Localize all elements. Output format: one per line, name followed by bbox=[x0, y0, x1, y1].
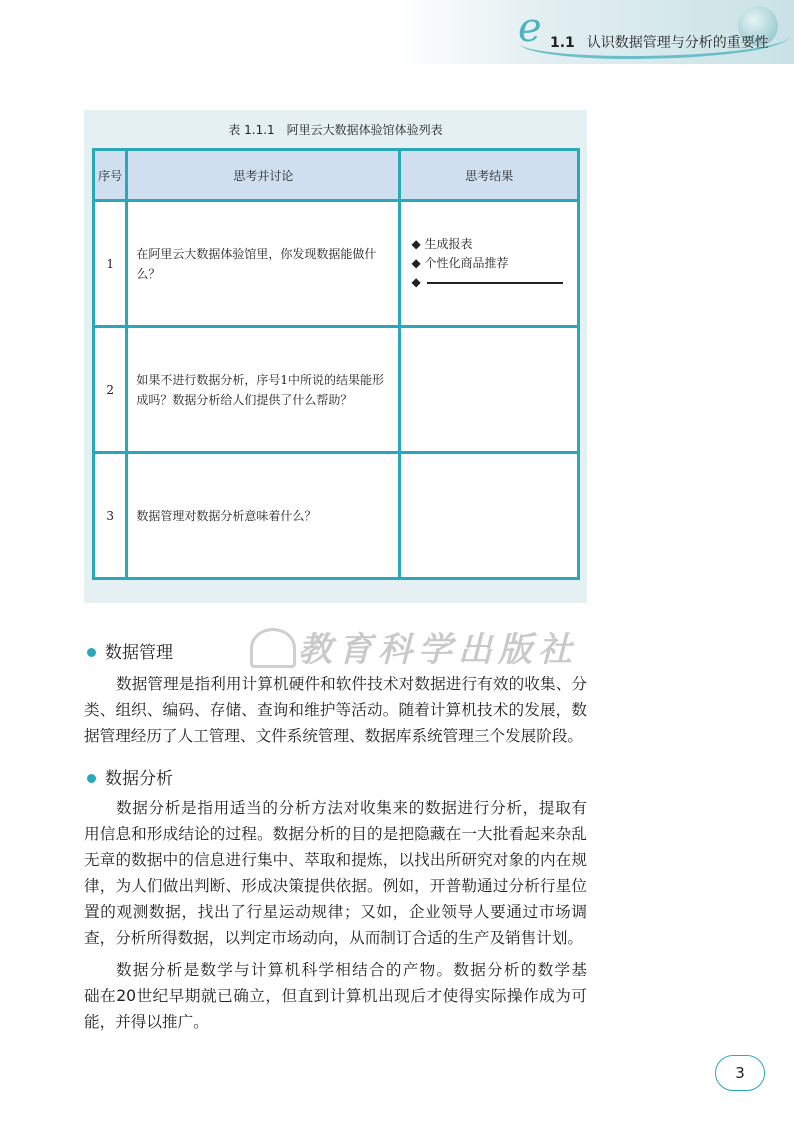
running-header bbox=[550, 32, 769, 52]
table-caption: 表 1.1.1 阿里云大数据体验馆体验列表 bbox=[228, 123, 443, 137]
result-cell bbox=[400, 201, 579, 327]
bullet-dot-icon bbox=[87, 648, 96, 657]
paragraph: 数据分析是指用适当的分析方法对收集来的数据进行分析，提取有 用信息和形成结论的过程。数据分析的目的是把隐藏在一大批看起来杂乱 无章的数据中的信息进行集中、萃取和提炼，以找出所研究对象的内在规 律，为人们做出判断、形成决策提供依据。例如，开普勒通过分析行星位 置的观测数据，找出了行星运动规律；又如，企业领导人要通过市场调 查，分析所得数据，以判定市场动向，从而制订合适的生产及销售计划。 bbox=[84, 799, 587, 947]
question-cell: 在阿里云大数据体验馆里，你发现数据能做什么？ bbox=[127, 201, 400, 327]
table-header-row bbox=[94, 150, 579, 201]
section-title: 认识数据管理与分析的重要性 bbox=[586, 35, 769, 51]
result-cell bbox=[400, 453, 579, 579]
paragraph: 数据分析是数学与计算机科学相结合的产物。数据分析的数学基 础在20世纪早期就已确立，但直到计算机出现后才使得实际操作成为可 能，并得以推广。 bbox=[84, 961, 587, 1031]
table-row bbox=[94, 201, 579, 327]
section-heading: 数据管理 bbox=[84, 638, 173, 663]
column-header: 思考并讨论 bbox=[127, 150, 400, 201]
section-heading: 数据分析 bbox=[84, 764, 173, 789]
question-cell: 数据管理对数据分析意味着什么？ bbox=[127, 453, 400, 579]
publisher-logo-icon bbox=[250, 628, 296, 668]
section-number: 1.1 bbox=[550, 35, 575, 51]
e-logo-icon: e bbox=[518, 5, 542, 51]
page-number: 3 bbox=[715, 1055, 765, 1091]
experience-table bbox=[92, 148, 580, 580]
diamond-bullet-icon: ◆ bbox=[411, 256, 421, 270]
result-item: ◆ 个性化商品推荐 bbox=[411, 256, 509, 270]
bullet-dot-icon bbox=[87, 774, 96, 783]
result-cell bbox=[400, 327, 579, 453]
diamond-bullet-icon: ◆ bbox=[411, 275, 421, 289]
paragraph: 数据管理是指利用计算机硬件和软件技术对数据进行有效的收集、分 类、组织、编码、存储、查询和维护等活动。随着计算机技术的发展，数 据管理经历了人工管理、文件系统管理、数据库系统管理三个发展阶段。 bbox=[84, 675, 587, 745]
column-header: 思考结果 bbox=[400, 150, 579, 201]
fill-in-blank-line bbox=[427, 282, 563, 284]
table-row bbox=[94, 453, 579, 579]
column-header: 序号 bbox=[94, 150, 127, 201]
row-number: 2 bbox=[94, 327, 127, 453]
question-cell: 如果不进行数据分析，序号1中所说的结果能形成吗？数据分析给人们提供了什么帮助？ bbox=[127, 327, 400, 453]
diamond-bullet-icon: ◆ bbox=[411, 237, 421, 251]
row-number: 3 bbox=[94, 453, 127, 579]
result-item: ◆ 生成报表 bbox=[411, 237, 473, 251]
publisher-watermark: 教育科学出版社 bbox=[298, 630, 578, 670]
table-row bbox=[94, 327, 579, 453]
result-item-blank bbox=[411, 273, 567, 292]
row-number: 1 bbox=[94, 201, 127, 327]
